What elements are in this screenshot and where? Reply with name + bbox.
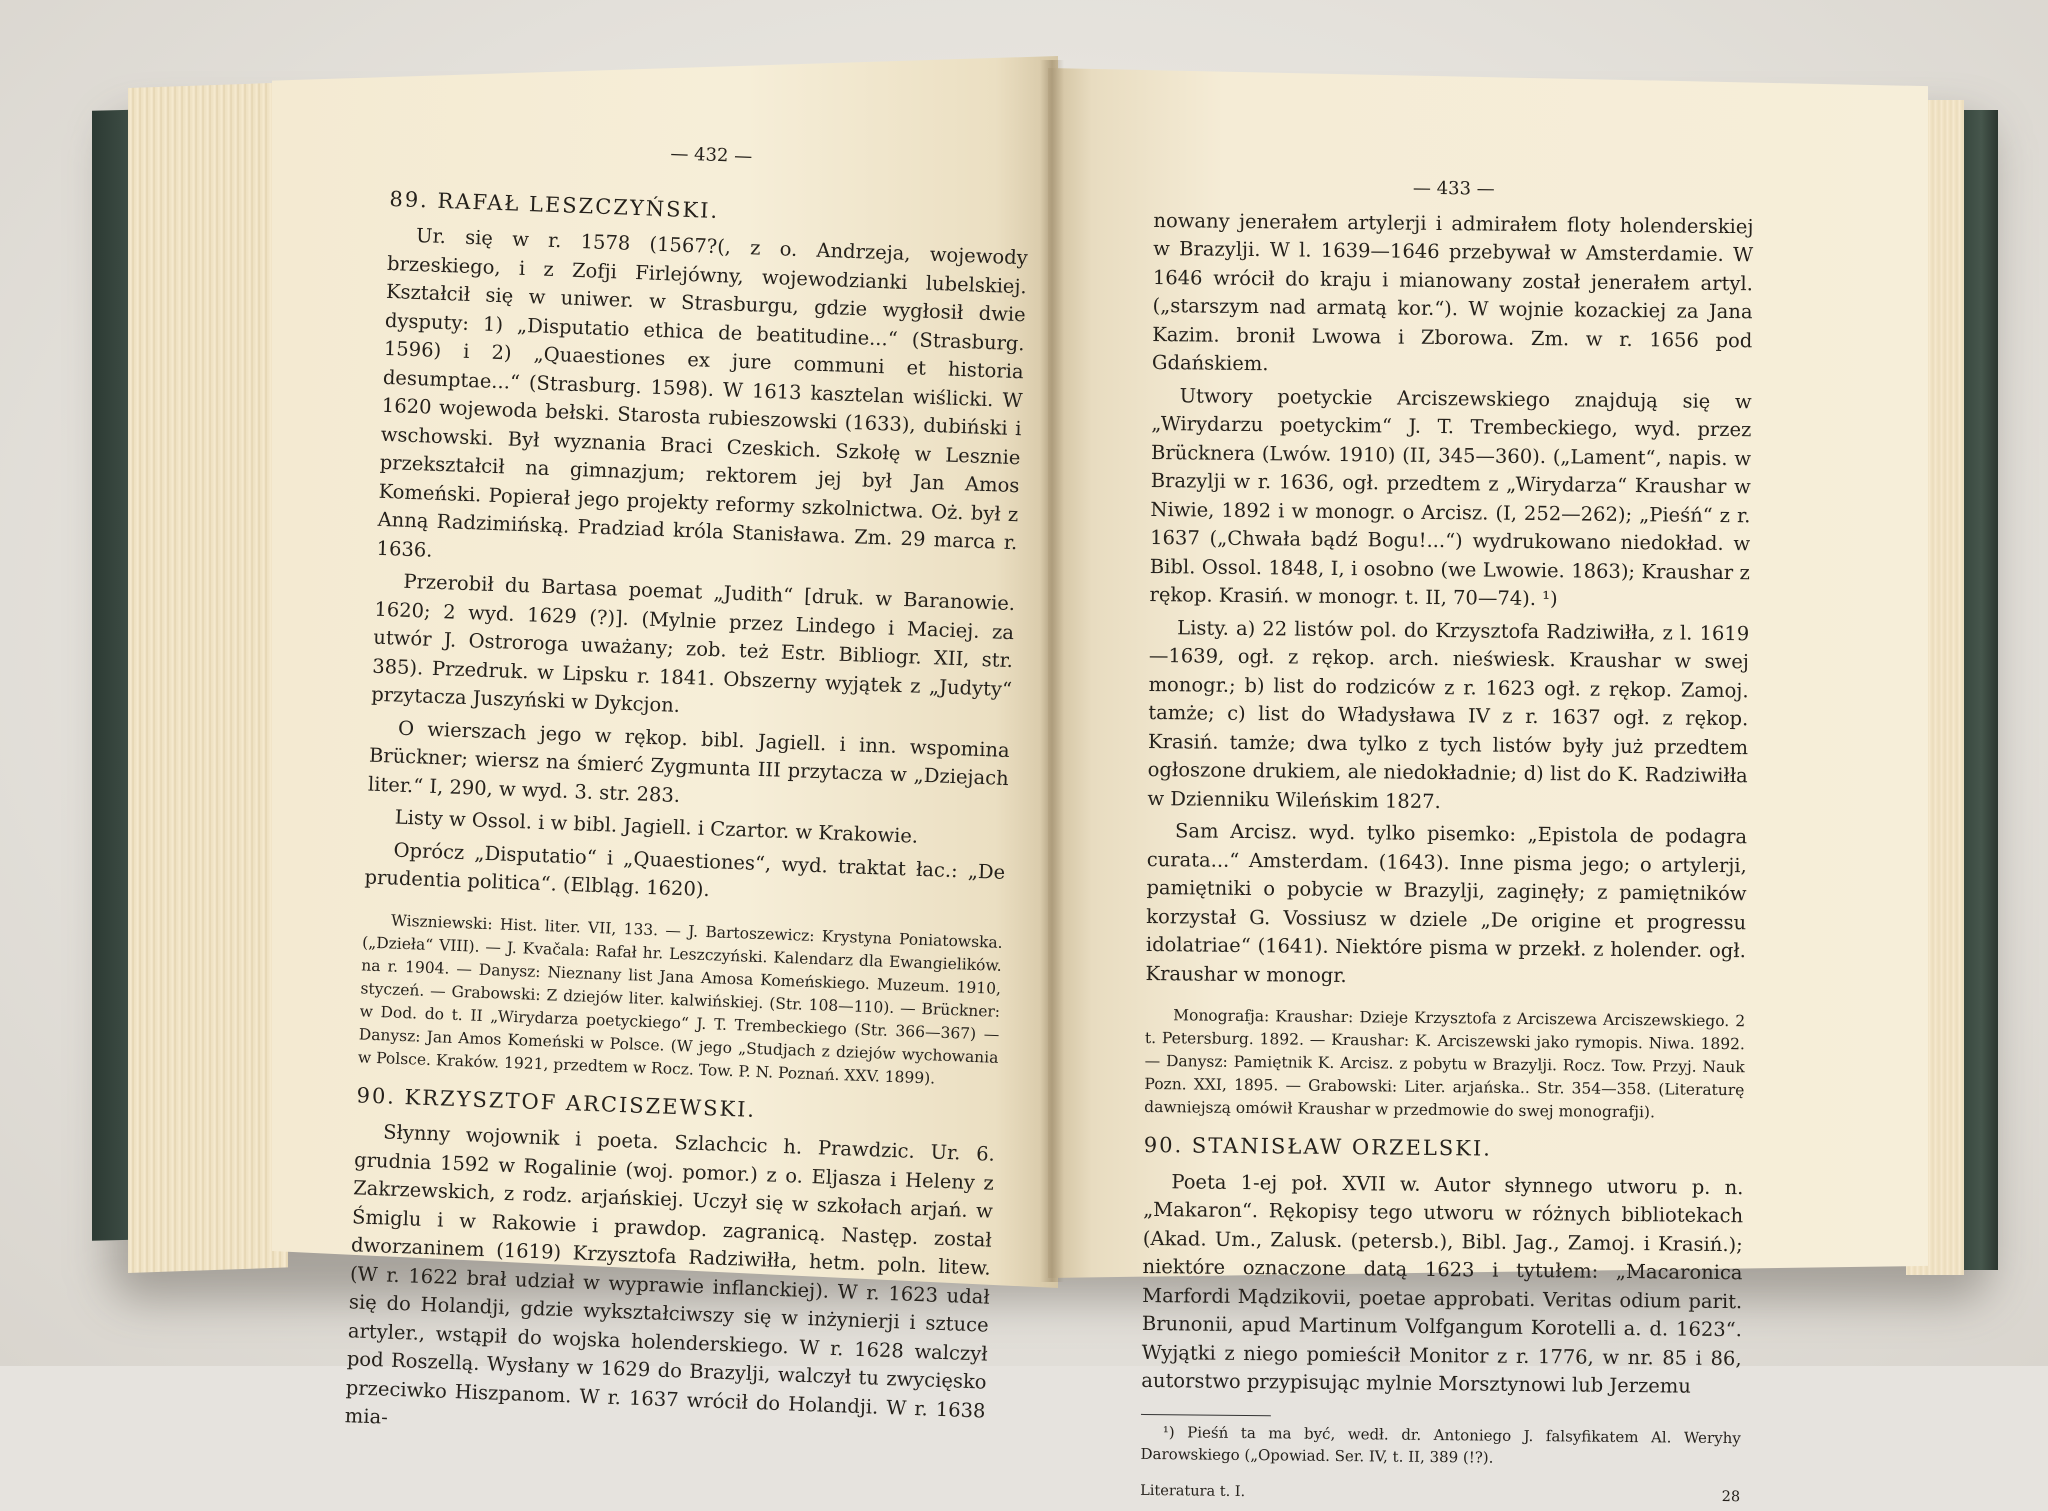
entry-90-listy: Listy. a) 22 listów pol. do Krzysztofa Radziwiłła, z l. 1619—1639, ogł. z rękop. arch. nieświesk. Kraushar w swej monogr.; b) list do rodziców z r. 1623 ogł. z rękop. Zamoj. tamże; c) list do Władysława IV z r. 1637 ogł. z rękop. Krasiń. tamże; dwa tylko z tych listów były już przedtem ogłoszone drukiem, ale niedokładnie; d) list do K. Radziwiłła w Dzienniku Wileńskim 1827.	[1147, 615, 1750, 813]
footnote-rule	[1141, 1413, 1271, 1415]
left-page-text	[344, 130, 1031, 1454]
entry-89-wiersze: O wierszach jego w rękop. bibl. Jagiell. i inn. wspomina Brückner; wiersz na śmierć Zygmunta III przytacza w „Dziejach liter.“ I, 290, w wyd. 3. str. 283.	[367, 716, 1011, 807]
page-number-right: — 433 —	[1412, 177, 1495, 200]
page-number-left: — 432 —	[670, 143, 753, 168]
entry-89-listy: Listy w Ossol. i w bibl. Jagiell. i Czartor. w Krakowie.	[394, 805, 919, 848]
footnote: ¹) Pieśń ta ma być, wedł. dr. Antoniego J. falsyfikatem Al. Weryhy Darowskiego („Opowiad. Ser. IV, t. II, 389 (!?).	[1140, 1422, 1741, 1467]
entry-90-utwory: Utwory poetyckie Arciszewskiego znajdują się w „Wirydarzu poetyckim“ J. T. Trembeckiego, wyd. przez Brücknera (Lwów. 1910) (II, 345—360). („Lament“, napis. w Brazylji w r. 1636, ogł. przedtem z „Wirydarza“ Kraushar w Niwie, 1892 i w monogr. o Arcisz. (I, 252—262); „Pieśń“ z r. 1637 („Chwała bądź Bogu!...“) wydrukowano niedokład. w Bibl. Ossol. 1848, I, i osobno (we Lwowie. 1863); Kraushar z rękop. Krasiń. w monogr. t. II, 70—74). ¹)	[1149, 383, 1752, 611]
entry-90-sam: Sam Arcisz. wyd. tylko pisemko: „Epistola de podagra curata...“ Amsterdam. (1643). Inne pisma jego; o artylerji, pamiętniki o pobycie w Brazylji, zaginęły; z pamiętników korzystał G. Vossiusz w dziele „De origine et progressu idolatriae“ (1641). Niektóre pisma w przekł. z holender. ogł. Kraushar w monogr.	[1145, 819, 1748, 987]
entry-orzelski-bio: Poeta 1-ej poł. XVII w. Autor słynnego utworu p. n. „Makaron“. Rękopisy tego utworu w różnych bibliotekach (Akad. Um., Zalusk. (petersb.), Bibl. Jag., Zamoj. i Krasiń.); niektóre oznaczone datą 1623 i tytułem: „Macaronica Marfordi Mądzikovii, poetae approbati. Veritas odium parit. Brunonii, apud Martinum Volfgangum Korotelli a. d. 1623“. Wyjątki z niego pomieścił Monitor z r. 1776, w nr. 85 i 86, autorstwo przypisując mylnie Morsztynowi lub Jerzemu	[1141, 1169, 1744, 1398]
entry-89-references: Wiszniewski: Hist. liter. VII, 133. — J. Bartoszewicz: Krystyna Poniatowska. („Dzieła“ VIII). — J. Kvačala: Rafał hr. Leszczyński. Kalendarz dla Ewangielików. na r. 1904. — Danysz: Nieznany list Jana Amosa Komeńskiego. Muzeum. 1910, styczeń. — Grabowski: Z dziejów liter. kalwińskiej. (Str. 108—110). — Brückner: w Dod. do t. II „Wirydarza poetyckiego“ J. T. Trembeckiego (Str. 366—367) — Danysz: Jan Amos Komeński w Polsce. (W jego „Studjach z dziejów wychowania w Polsce. Kraków. 1921, przedtem w Rocz. Tow. P. N. Poznań. XXV. 1899).	[357, 911, 1003, 1088]
entry-89-judith: Przerobił du Bartasa poemat „Judith“ [druk. w Baranowie. 1620; 2 wyd. 1629 (?)]. (Mylnie przez Lindego i Maciej. za utwór J. Ostroroga uważany; zob. też Estr. Bibliogr. XII, str. 385). Przedruk. w Lipsku r. 1841. Obszerny wyjątek z „Judyty“ przytacza Juszyński w Dykcjon.	[370, 569, 1016, 717]
entry-89-oprocz: Oprócz „Disputatio“ i „Quaestiones“, wyd. traktat łac.: „De prudentia politica“. (Elbląg. 1620).	[364, 838, 1006, 902]
signature-mark: Literatura t. I.	[1140, 1482, 1246, 1500]
entry-orzelski-heading: 90. STANISŁAW ORZELSKI.	[1143, 1132, 1493, 1161]
book-gutter	[1040, 60, 1064, 1282]
right-page-text	[1140, 172, 1754, 1511]
entry-89-bio: Ur. się w r. 1578 (1567?(, z o. Andrzeja, wojewody brzeskiego, i z Zofji Firlejówny, wojewodzianki lubelskiej. Kształcił się w uniwer. w Strasburgu, gdzie wygłosił dwie dysputy: 1) „Disputatio ethica de beatitudine...“ (Strasburg. 1596) i 2) „Quaestiones ex jure communi et historia desumptae...“ (Strasburg. 1598). W 1613 kasztelan wiślicki. W 1620 wojewoda bełski. Starosta rubieszowski (1633), dubiński i wschowski. Był wyznania Braci Czeskich. Szkołę w Lesznie przekształcił na gimnazjum; rektorem jej był Jan Amos Komeński. Popierał jego projekty reformy szkolnictwa. Oż. był z Anną Radzimińską. Pradziad króla Stanisława. Zm. 29 marca r. 1636.	[376, 223, 1029, 562]
page-edges-left	[128, 82, 288, 1273]
entry-90-continuation: nowany jenerałem artylerji i admirałem floty holenderskiej w Brazylji. W l. 1639—1646 przebywał w Amsterdamie. W 1646 wrócił do kraju i mianowany został jenerałem artyl. („starszym nad armatą kor.“). W wojnie kozackiej za Jana Kazim. bronił Lwowa i Zborowa. Zm. w r. 1656 pod Gdańskiem.	[1151, 208, 1754, 376]
entry-90-monografja: Monografja: Kraushar: Dzieje Krzysztofa z Arciszewa Arciszewskiego. 2 t. Petersburg. 1892. — Kraushar: K. Arciszewski jako rymopis. Niwa. 1892. — Danysz: Pamiętnik K. Arcisz. z pobytu w Brazylji. Rocz. Tow. Przyj. Nauk Pozn. XXI, 1895. — Grabowski: Liter. arjańska.. Str. 354—358. (Literaturę dawniejszą omówił Kraushar w przedmowie do swej monografji).	[1144, 1006, 1746, 1122]
entry-89-heading: 89. RAFAŁ LESZCZYŃSKI.	[389, 186, 720, 223]
sheet-number: 28	[1721, 1488, 1741, 1505]
entry-90-bio: Słynny wojownik i poeta. Szlachcic h. Prawdzic. Ur. 6. grudnia 1592 w Rogalinie (woj. pomor.) z o. Eljasza i Heleny z Zakrzewskich, z rodz. arjańskiej. Uczył się w szkołach arjań. w Śmiglu i w Rakowie i prawdop. zagranicą. Następ. został dworzaninem (1619) Krzysztofa Radziwiłła, hetm. poln. litew. (W r. 1622 brał udział w wyprawie inflanckiej). W r. 1623 udał się do Holandji, gdzie wykształciwszy się w inżynierji i sztuce artyler., wstąpił do wojska holenderskiego. W r. 1628 walczył pod Roszellą. Wysłany w 1629 do Brazylji, walczył tu zwycięsko przeciwko Hiszpanom. W r. 1637 wrócił do Holandji. W r. 1638 mia-	[344, 1120, 996, 1429]
entry-90-heading-left: 90. KRZYSZTOF ARCISZEWSKI.	[356, 1082, 757, 1122]
page-footer	[1140, 1476, 1740, 1511]
